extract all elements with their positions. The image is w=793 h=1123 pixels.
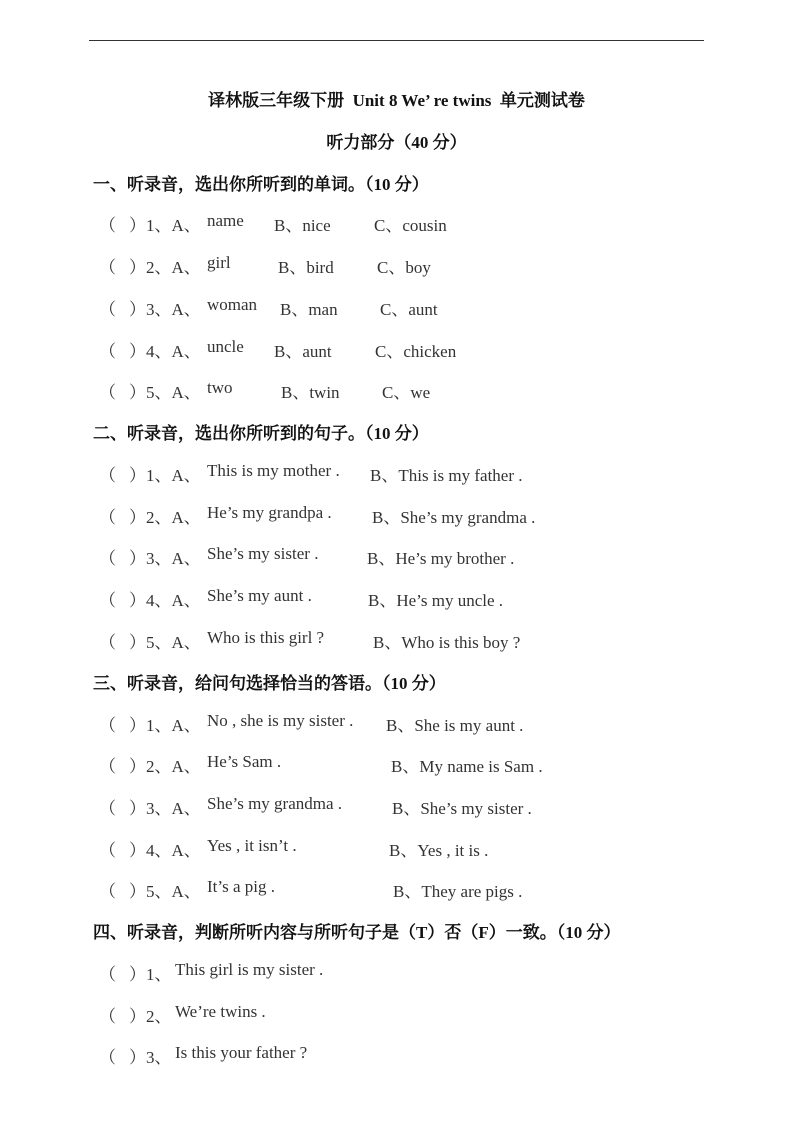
question-row [99, 503, 536, 527]
question-row [99, 752, 543, 776]
section-1-heading: 一、听录音，选出你所听到的单词。（10 分） [93, 175, 429, 194]
document-title: 译林版三年级下册 Unit 8 We’ re twins 单元测试卷 [208, 91, 585, 110]
answer-blank[interactable]: （ [99, 882, 116, 901]
answer-blank[interactable]: （ [99, 383, 116, 402]
question-row [99, 960, 324, 984]
document-subtitle: 听力部分（40 分） [326, 133, 467, 152]
option-b: B、She’s my grandma . [372, 508, 536, 527]
question-number: ）3、A、 [129, 549, 201, 568]
option-c: C、aunt [380, 300, 438, 319]
option-b: B、Yes , it is . [389, 841, 489, 860]
question-row [99, 586, 504, 610]
statement: Is this your father ? [175, 1043, 308, 1062]
option-b: B、twin [281, 383, 340, 402]
section-4-heading: 四、听录音，判断所听内容与所听句子是（T）否（F）一致。（10 分） [93, 923, 621, 942]
question-row [99, 794, 532, 818]
question-number: ）1、A、 [129, 466, 201, 485]
question-number: ）3、 [129, 1048, 172, 1067]
question-row [99, 544, 515, 568]
question-number: ）2、A、 [129, 757, 201, 776]
answer-blank[interactable]: （ [99, 841, 116, 860]
option-a: He’s Sam . [207, 752, 282, 771]
question-number: ）1、 [129, 965, 172, 984]
answer-blank[interactable]: （ [99, 300, 116, 319]
answer-blank[interactable]: （ [99, 342, 116, 361]
option-a: girl [207, 253, 231, 272]
statement: We’re twins . [175, 1002, 266, 1021]
question-row [99, 1002, 266, 1026]
question-number: ）1、A、 [129, 716, 201, 735]
statement: This girl is my sister . [175, 960, 324, 979]
option-a: woman [207, 295, 258, 314]
question-row [99, 337, 457, 361]
answer-blank[interactable]: （ [99, 258, 116, 277]
option-b: B、This is my father . [370, 466, 523, 485]
section-3-heading: 三、听录音，给问句选择恰当的答语。（10 分） [93, 674, 446, 693]
answer-blank[interactable]: （ [99, 1007, 116, 1026]
question-row [99, 1043, 308, 1067]
question-number: ）3、A、 [129, 799, 201, 818]
option-b: B、They are pigs . [393, 882, 523, 901]
option-a: She’s my grandma . [207, 794, 343, 813]
question-number: ）4、A、 [129, 591, 201, 610]
question-number: ）2、A、 [129, 508, 201, 527]
question-number: ）2、A、 [129, 258, 201, 277]
option-a: name [207, 211, 244, 230]
answer-blank[interactable]: （ [99, 1048, 116, 1067]
question-number: ）5、A、 [129, 882, 201, 901]
option-b: B、She is my aunt . [386, 716, 524, 735]
question-row [99, 253, 431, 277]
option-a: Who is this girl ? [207, 628, 325, 647]
question-row [99, 877, 523, 901]
option-a: No , she is my sister . [207, 711, 354, 730]
option-c: C、boy [377, 258, 431, 277]
section-2-heading: 二、听录音，选出你所听到的句子。（10 分） [93, 424, 429, 443]
answer-blank[interactable]: （ [99, 799, 116, 818]
answer-blank[interactable]: （ [99, 216, 116, 235]
option-a: two [207, 378, 233, 397]
question-row [99, 378, 431, 402]
answer-blank[interactable]: （ [99, 549, 116, 568]
option-b: B、My name is Sam . [391, 757, 543, 776]
answer-blank[interactable]: （ [99, 508, 116, 527]
answer-blank[interactable]: （ [99, 716, 116, 735]
option-a: Yes , it isn’t . [207, 836, 297, 855]
option-b: B、man [280, 300, 338, 319]
question-number: ）1、A、 [129, 216, 201, 235]
option-a: This is my mother . [207, 461, 340, 480]
question-row [99, 711, 524, 735]
question-number: ）5、A、 [129, 383, 201, 402]
option-b: B、aunt [274, 342, 332, 361]
answer-blank[interactable]: （ [99, 757, 116, 776]
option-c: C、we [382, 383, 431, 402]
option-c: C、chicken [375, 342, 457, 361]
answer-blank[interactable]: （ [99, 466, 116, 485]
question-row [99, 628, 521, 652]
question-number: ）2、 [129, 1007, 172, 1026]
option-b: B、Who is this boy ? [373, 633, 521, 652]
option-b: B、He’s my uncle . [368, 591, 504, 610]
option-b: B、He’s my brother . [367, 549, 515, 568]
question-number: ）4、A、 [129, 342, 201, 361]
question-number: ）4、A、 [129, 841, 201, 860]
option-a: He’s my grandpa . [207, 503, 332, 522]
question-row [99, 461, 523, 485]
answer-blank[interactable]: （ [99, 633, 116, 652]
question-row [99, 211, 447, 235]
question-number: ）5、A、 [129, 633, 201, 652]
option-b: B、nice [274, 216, 331, 235]
question-number: ）3、A、 [129, 300, 201, 319]
option-b: B、She’s my sister . [392, 799, 532, 818]
answer-blank[interactable]: （ [99, 965, 116, 984]
option-a: She’s my aunt . [207, 586, 312, 605]
option-a: uncle [207, 337, 244, 356]
option-a: It’s a pig . [207, 877, 275, 896]
question-row [99, 295, 438, 319]
option-a: She’s my sister . [207, 544, 319, 563]
question-row [99, 836, 489, 860]
answer-blank[interactable]: （ [99, 591, 116, 610]
option-c: C、cousin [374, 216, 447, 235]
option-b: B、bird [278, 258, 334, 277]
header-rule [89, 40, 704, 41]
